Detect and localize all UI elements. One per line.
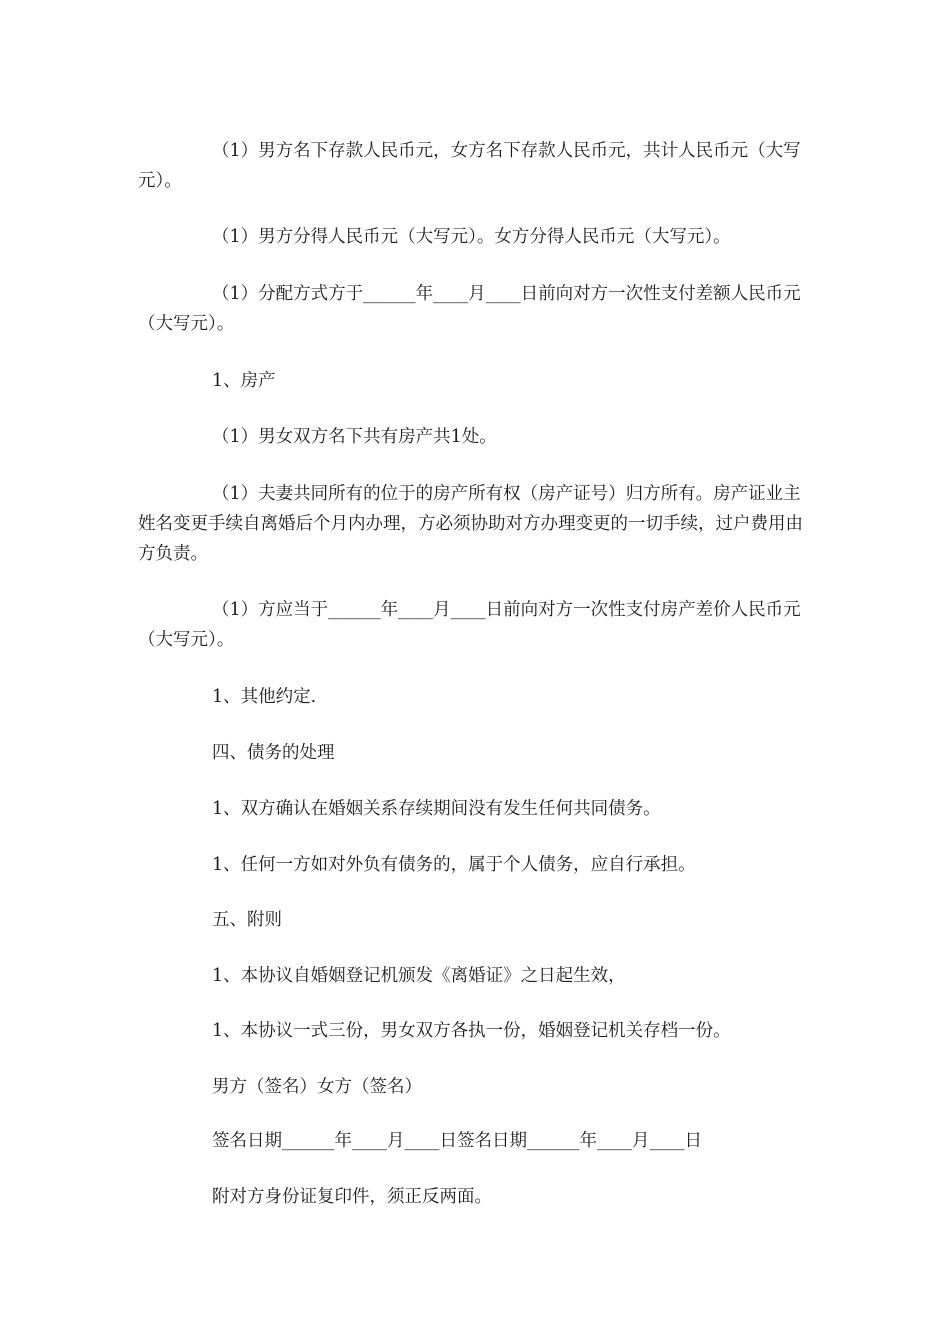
- paragraph-no-joint-debt: 1、双方确认在婚姻关系存续期间没有发生任何共同债务。: [212, 799, 661, 819]
- heading-supplementary: 五、附则: [212, 910, 282, 930]
- paragraph-property-payment: （1）方应当于______年____月____日前向对方一次性支付房产差价人民币元（大写元）。: [138, 600, 801, 650]
- paragraph-deposits: （1）男方名下存款人民币元，女方名下存款人民币元，共计人民币元（大写元）。: [138, 141, 801, 191]
- signature-line: 男方（签名）女方（签名）: [212, 1077, 422, 1097]
- paragraph-personal-debt: 1、任何一方如对外负有债务的，属于个人债务，应自行承担。: [212, 855, 696, 875]
- signature-date-line: 签名日期______年____月____日签名日期______年____月____日: [212, 1131, 702, 1151]
- paragraph-copies: 1、本协议一式三份，男女双方各执一份，婚姻登记机关存档一份。: [212, 1021, 731, 1041]
- paragraph-distribution-method: （1）分配方式方于______年____月____日前向对方一次性支付差额人民币元（大写元）。: [138, 284, 801, 334]
- paragraph-property-ownership: （1）夫妻共同所有的位于的房产所有权（房产证号）归方所有。房产证业主姓名变更手续自离婚后个月内办理，方必须协助对方办理变更的一切手续，过户费用由方负责。: [138, 484, 803, 564]
- heading-other-agreements: 1、其他约定.: [212, 687, 317, 707]
- paragraph-property-count: （1）男女双方名下共有房产共1处。: [212, 427, 497, 447]
- paragraph-effective-date: 1、本协议自婚姻登记机颁发《离婚证》之日起生效，: [212, 966, 626, 986]
- heading-debts: 四、债务的处理: [212, 743, 335, 763]
- heading-property: 1、房产: [212, 371, 276, 391]
- paragraph-deposit-split: （1）男方分得人民币元（大写元）。女方分得人民币元（大写元）。: [212, 227, 731, 247]
- paragraph-id-copy-note: 附对方身份证复印件，须正反两面。: [212, 1187, 492, 1207]
